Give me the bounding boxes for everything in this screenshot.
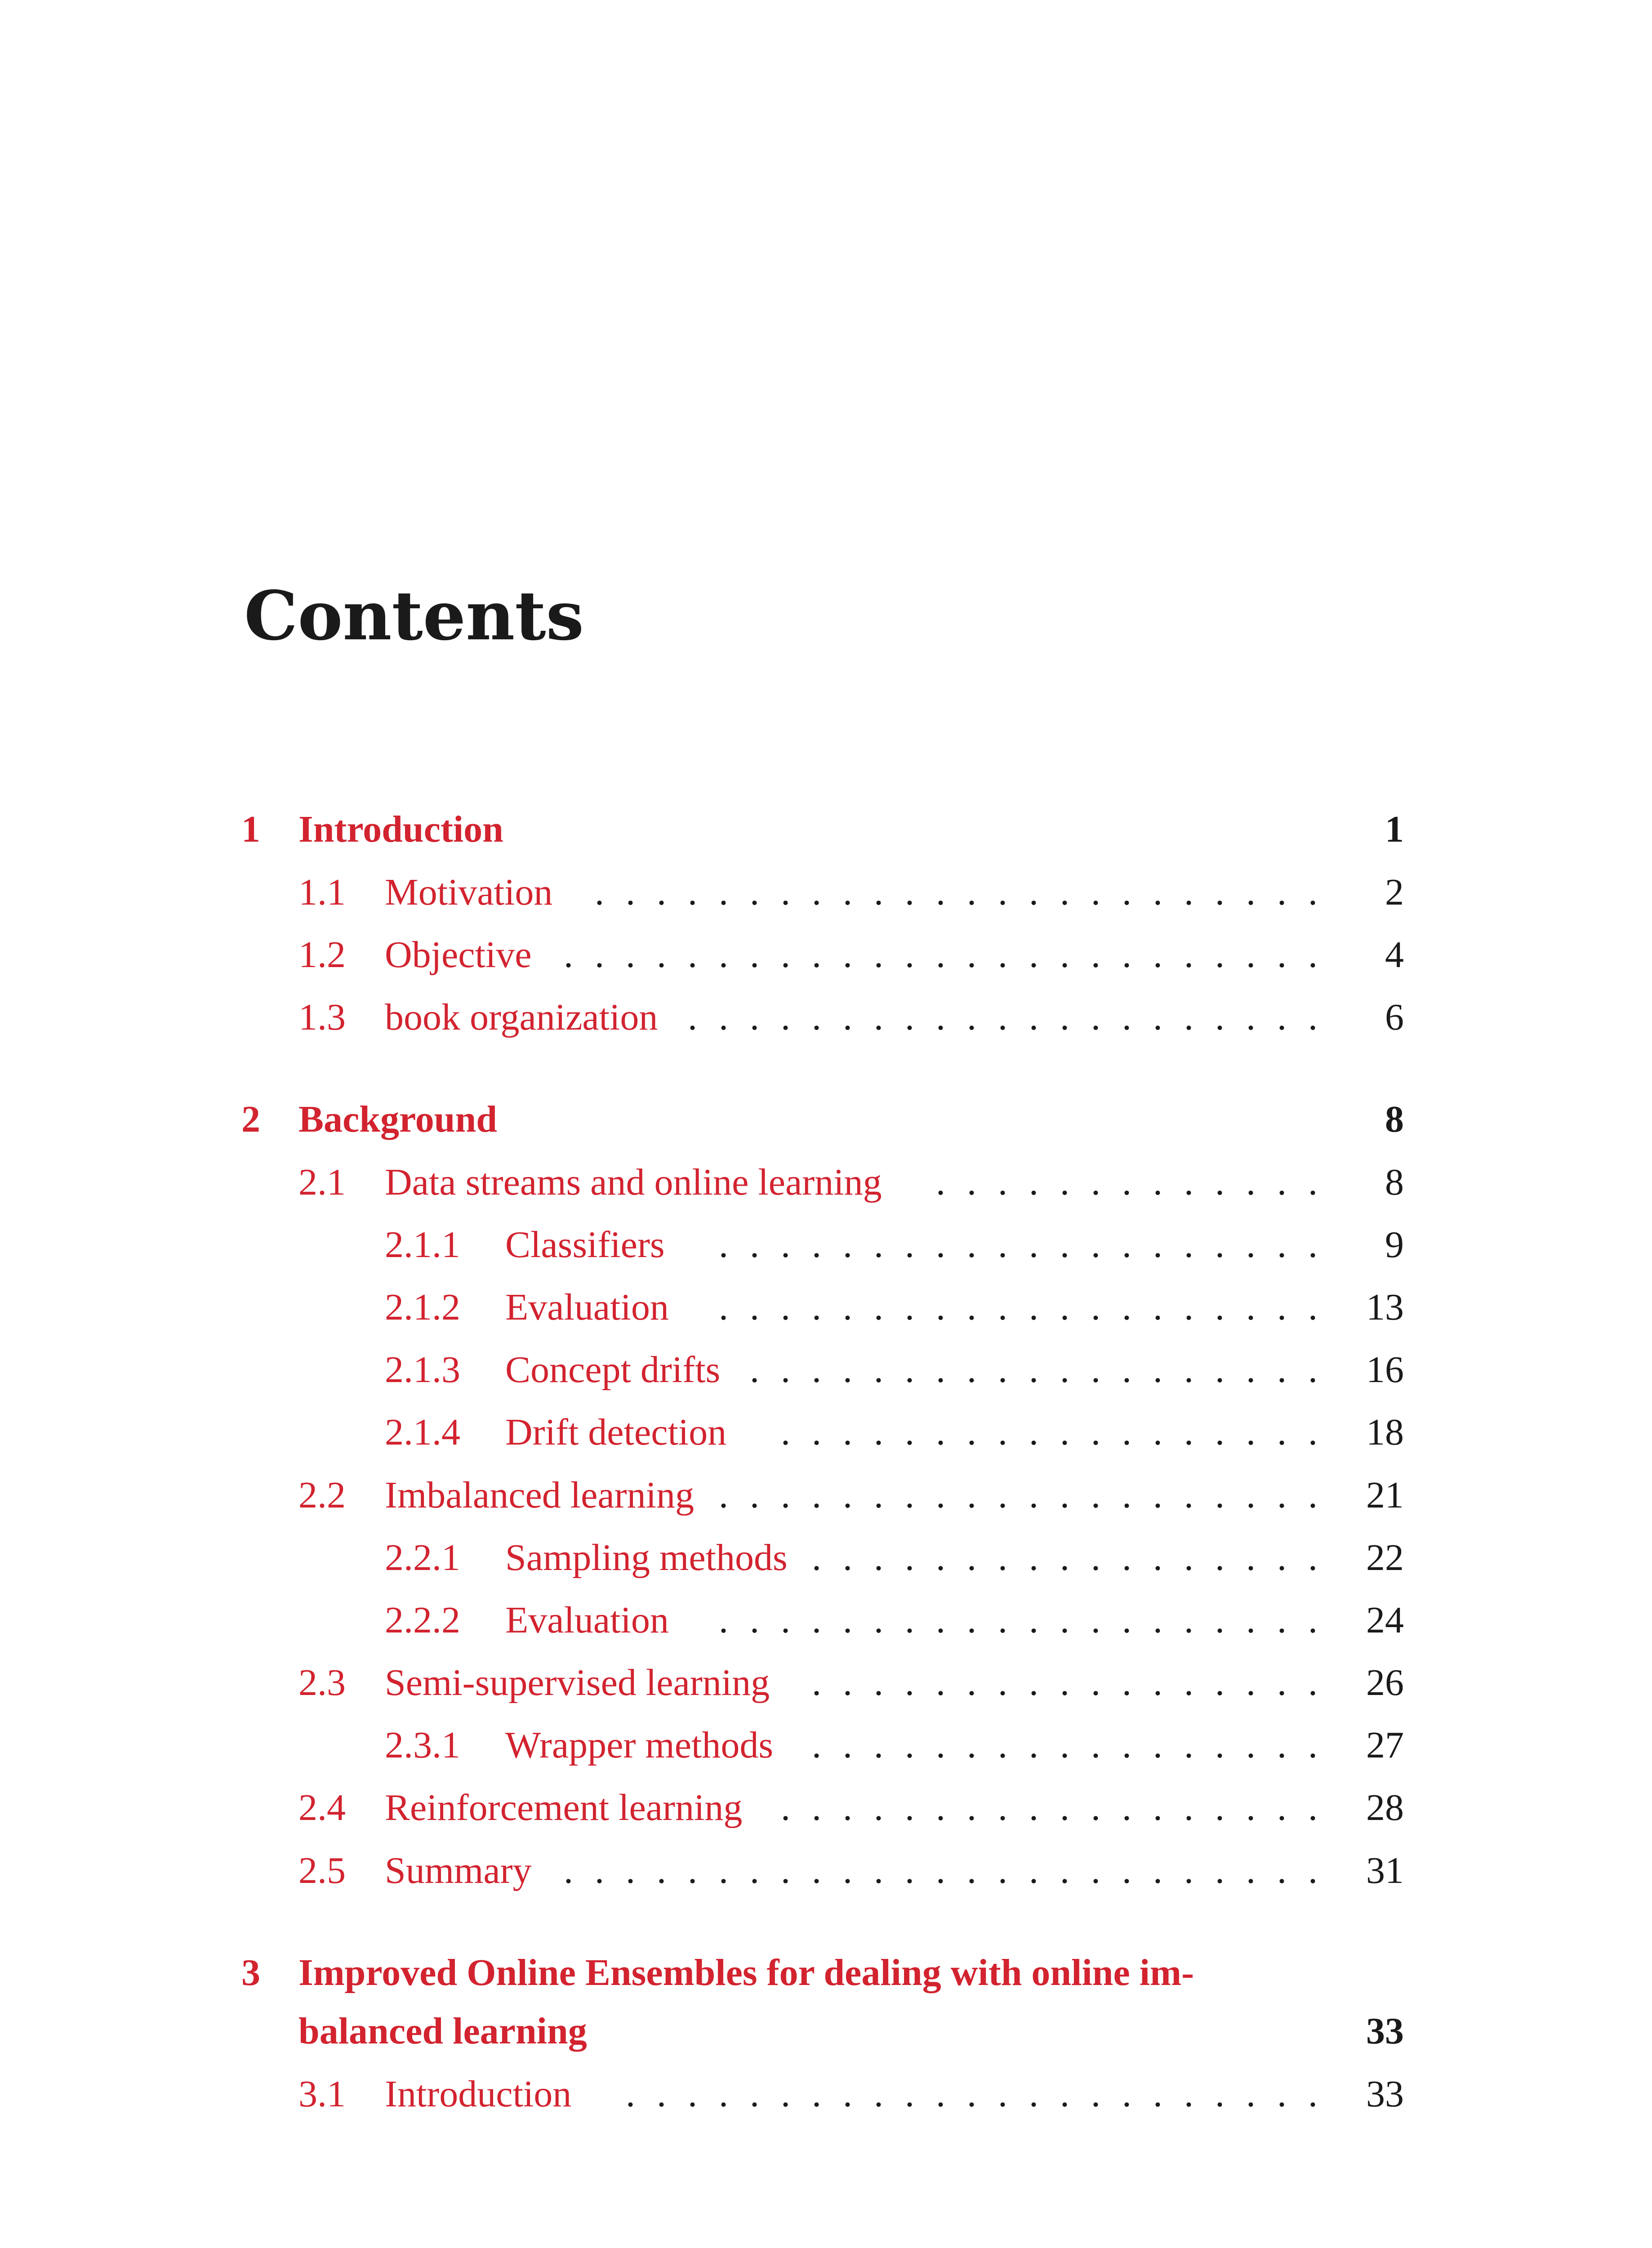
toc-entry-title[interactable]: Motivation (385, 871, 553, 913)
toc-entry-number: 1 (241, 808, 260, 850)
toc-entry-title[interactable]: Evaluation (505, 1286, 669, 1328)
toc-subsection-entry[interactable] (0, 1405, 1652, 1459)
toc-entry-page: 24 (1366, 1599, 1404, 1641)
toc-entry-page: 33 (1366, 2073, 1404, 2115)
toc-chapter-entry[interactable] (0, 1946, 1652, 2000)
toc-entry-title[interactable]: Evaluation (505, 1599, 669, 1641)
toc-entry-title[interactable]: Introduction (385, 2073, 572, 2115)
toc-section-entry[interactable] (0, 1656, 1652, 1710)
toc-entry-title[interactable]: Classifiers (505, 1224, 665, 1266)
toc-section-entry[interactable] (0, 2067, 1652, 2121)
toc-entry-title[interactable]: book organization (385, 996, 658, 1038)
toc-entry-title[interactable]: Wrapper methods (505, 1724, 774, 1766)
toc-subsection-entry[interactable] (0, 1218, 1652, 1272)
toc-subsection-entry[interactable] (0, 1593, 1652, 1647)
toc-section-entry[interactable] (0, 1468, 1652, 1522)
toc-entry-page: 6 (1385, 996, 1404, 1038)
toc-entry-page: 22 (1366, 1537, 1404, 1579)
toc-chapter-entry-continuation[interactable] (0, 2004, 1652, 2058)
toc-entry-title[interactable]: Imbalanced learning (385, 1474, 694, 1516)
toc-entry-number: 2.3.1 (385, 1724, 460, 1766)
toc-section-entry[interactable] (0, 1844, 1652, 1898)
toc-section-entry[interactable] (0, 990, 1652, 1044)
toc-entry-page: 1 (1385, 808, 1404, 850)
toc-dot-leader: .................... (719, 1599, 1318, 1641)
toc-entry-number: 3 (241, 1952, 260, 1994)
toc-entry-number: 2.1.2 (385, 1286, 460, 1328)
toc-entry-title[interactable]: Introduction (298, 808, 503, 850)
toc-entry-number: 3.1 (298, 2073, 346, 2115)
toc-entry-title[interactable]: Data streams and online learning (385, 1161, 882, 1203)
toc-entry-title[interactable]: Concept drifts (505, 1349, 721, 1391)
toc-subsection-entry[interactable] (0, 1280, 1652, 1334)
toc-entry-page: 31 (1366, 1850, 1404, 1891)
toc-entry-number: 2.1 (298, 1161, 346, 1203)
toc-entry-number: 2.3 (298, 1662, 346, 1704)
toc-dot-leader: .................... (719, 1474, 1318, 1516)
toc-entry-number: 2.1.3 (385, 1349, 460, 1391)
toc-entry-page: 28 (1366, 1787, 1404, 1829)
toc-dot-leader: ........................ (595, 871, 1318, 913)
toc-entry-number: 2.1.4 (385, 1411, 460, 1453)
toc-entry-page: 27 (1366, 1724, 1404, 1766)
toc-entry-title-continuation[interactable]: balanced learning (298, 2010, 587, 2052)
toc-dot-leader: .................... (719, 1224, 1318, 1266)
toc-dot-leader: .................. (781, 1787, 1318, 1829)
toc-entry-title[interactable]: Sampling methods (505, 1537, 788, 1579)
toc-dot-leader: ..................... (688, 996, 1318, 1038)
toc-entry-number: 2.2 (298, 1474, 346, 1516)
toc-dot-leader: ......................... (564, 934, 1318, 976)
toc-dot-leader: .................. (781, 1411, 1318, 1453)
toc-dot-leader: ................. (812, 1537, 1318, 1579)
toc-entry-page: 8 (1385, 1161, 1404, 1203)
page-title: Contents (244, 576, 584, 656)
toc-dot-leader: ................... (750, 1349, 1318, 1391)
toc-entry-page: 9 (1385, 1224, 1404, 1266)
toc-entry-page: 2 (1385, 871, 1404, 913)
toc-section-entry[interactable] (0, 865, 1652, 919)
toc-dot-leader: ......................... (564, 1850, 1318, 1891)
toc-chapter-entry[interactable] (0, 1093, 1652, 1146)
toc-entry-number: 1.3 (298, 996, 346, 1038)
toc-chapter-entry[interactable] (0, 803, 1652, 856)
toc-section-entry[interactable] (0, 1781, 1652, 1835)
toc-entry-page: 26 (1366, 1662, 1404, 1704)
toc-entry-title[interactable]: Improved Online Ensembles for dealing with online im- (298, 1952, 1194, 1994)
toc-section-entry[interactable] (0, 1155, 1652, 1209)
toc-entry-number: 2.2.2 (385, 1599, 460, 1641)
toc-entry-title[interactable]: Drift detection (505, 1411, 727, 1453)
toc-dot-leader: ............. (936, 1161, 1318, 1203)
toc-entry-title[interactable]: Background (298, 1098, 497, 1140)
toc-entry-number: 1.1 (298, 871, 346, 913)
toc-dot-leader: ................. (812, 1662, 1318, 1704)
toc-dot-leader: ....................... (626, 2073, 1318, 2115)
toc-entry-number: 1.2 (298, 934, 346, 976)
toc-subsection-entry[interactable] (0, 1718, 1652, 1772)
toc-entry-title[interactable]: Semi-supervised learning (385, 1662, 770, 1704)
toc-entry-page: 33 (1366, 2010, 1404, 2052)
toc-entry-page: 21 (1366, 1474, 1404, 1516)
toc-section-entry[interactable] (0, 928, 1652, 982)
toc-entry-page: 13 (1366, 1286, 1404, 1328)
toc-entry-number: 2.1.1 (385, 1224, 460, 1266)
toc-entry-title[interactable]: Reinforcement learning (385, 1787, 743, 1829)
toc-entry-page: 18 (1366, 1411, 1404, 1453)
toc-dot-leader: .................... (719, 1286, 1318, 1328)
toc-entry-number: 2.2.1 (385, 1537, 460, 1579)
toc-subsection-entry[interactable] (0, 1343, 1652, 1397)
toc-dot-leader: ................. (812, 1724, 1318, 1766)
toc-entry-page: 8 (1385, 1098, 1404, 1140)
toc-entry-page: 16 (1366, 1349, 1404, 1391)
toc-subsection-entry[interactable] (0, 1531, 1652, 1585)
toc-entry-title[interactable]: Objective (385, 934, 532, 976)
toc-entry-title[interactable]: Summary (385, 1850, 532, 1891)
toc-entry-page: 4 (1385, 934, 1404, 976)
toc-entry-number: 2.5 (298, 1850, 346, 1891)
toc-entry-number: 2.4 (298, 1787, 346, 1829)
toc-entry-number: 2 (241, 1098, 260, 1140)
